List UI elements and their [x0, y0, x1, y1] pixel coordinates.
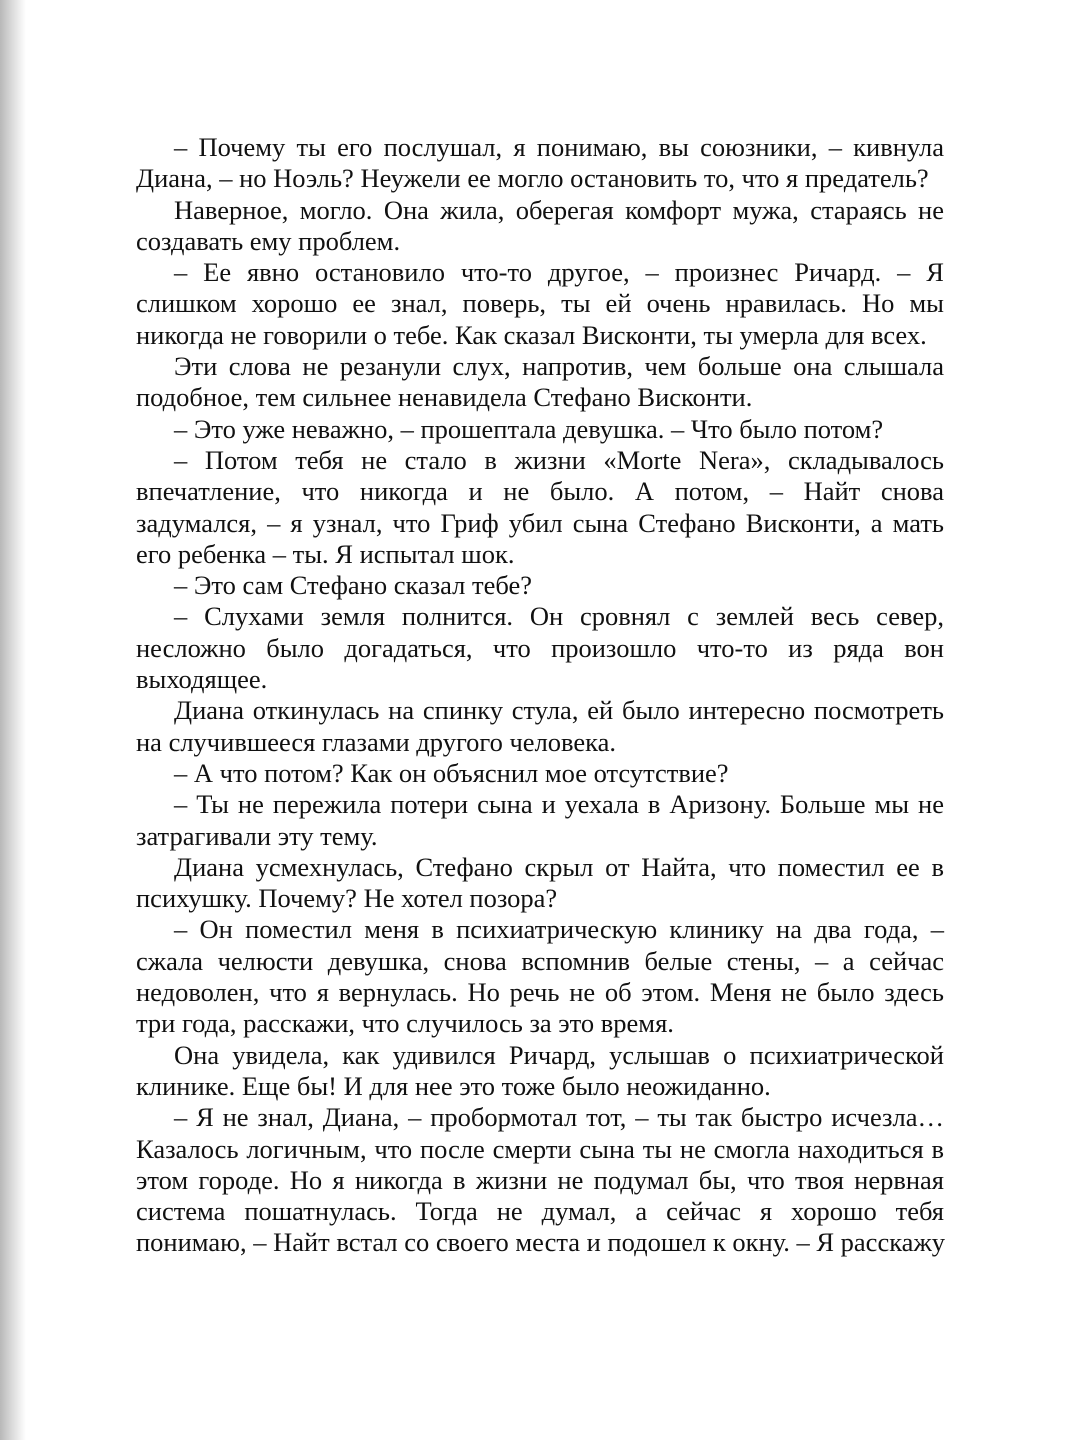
text-line: впечатление, что никогда и не было. А потом, – Найт снова: [136, 476, 944, 507]
text-line: сжала челюсти девушка, снова вспомнив белые стены, – а сейчас: [136, 945, 944, 976]
text-line: система пошатнулась. Тогда не думал, а сейчас я хорошо тебя: [136, 1196, 944, 1227]
text-line: – Это уже неважно, – прошептала девушка. – Что было потом?: [174, 413, 884, 444]
text-line: этом городе. Но я никогда в жизни не подумал бы, что твоя нервная: [136, 1164, 944, 1195]
text-line: – Ты не пережила потери сына и уехала в Аризону. Больше мы не: [174, 789, 944, 820]
text-line: несложно было догадаться, что произошло что-то из ряда вон: [136, 632, 944, 663]
text-line: Эти слова не резанули слух, напротив, чем больше она слышала: [174, 351, 944, 382]
text-line: – Ее явно остановило что-то другое, – произнес Ричард. – Я: [174, 257, 944, 288]
text-line: психушку. Почему? Не хотел позора?: [136, 883, 558, 914]
text-line: его ребенка – ты. Я испытал шок.: [136, 538, 515, 569]
text-line: – Это сам Стефано сказал тебе?: [174, 570, 533, 601]
text-line: Казалось логичным, что после смерти сына ты не смогла находиться в: [136, 1133, 944, 1164]
book-page-text: [136, 132, 944, 1259]
text-line: затрагивали эту тему.: [136, 820, 378, 851]
text-line: Диана, – но Ноэль? Неужели ее могло остановить то, что я предатель?: [136, 163, 929, 194]
text-line: три года, расскажи, что случилось за это время.: [136, 1008, 674, 1039]
text-line: клинике. Еще бы! И для нее это тоже было неожиданно.: [136, 1070, 771, 1101]
text-line: задумался, – я узнал, что Гриф убил сына Стефано Висконти, а мать: [136, 507, 944, 538]
text-line: – Он поместил меня в психиатрическую клинику на два года, –: [174, 914, 944, 945]
text-line: на случившееся глазами другого человека.: [136, 726, 617, 757]
text-line: подобное, тем сильнее ненавидела Стефано Висконти.: [136, 382, 753, 413]
page-edge-shadow: [0, 0, 26, 1440]
text-line: никогда не говорили о тебе. Как сказал Висконти, ты умерла для всех.: [136, 319, 927, 350]
text-line: – Я не знал, Диана, – пробормотал тот, – ты так быстро исчезла…: [174, 1102, 944, 1133]
text-line: создавать ему проблем.: [136, 225, 401, 256]
text-line: Она увидела, как удивился Ричард, услышав о психиатрической: [174, 1039, 944, 1070]
text-line: выходящее.: [136, 664, 268, 695]
text-line: Диана откинулась на спинку стула, ей было интересно посмотреть: [174, 695, 944, 726]
text-line: слишком хорошо ее знал, поверь, ты ей очень нравилась. Но мы: [136, 288, 944, 319]
text-line: понимаю, – Найт встал со своего места и подошел к окну. – Я расскажу: [136, 1227, 946, 1258]
text-line: – А что потом? Как он объяснил мое отсутствие?: [174, 757, 729, 788]
text-line: – Потом тебя не стало в жизни «Morte Nera», складывалось: [174, 444, 944, 475]
text-line: Диана усмехнулась, Стефано скрыл от Найта, что поместил ее в: [174, 851, 944, 882]
text-line: недоволен, что я вернулась. Но речь не об этом. Меня не было здесь: [136, 977, 944, 1008]
text-line: – Слухами земля полнится. Он сровнял с землей весь север,: [174, 601, 944, 632]
text-line: Наверное, могло. Она жила, оберегая комфорт мужа, стараясь не: [174, 194, 944, 225]
text-line: – Почему ты его послушал, я понимаю, вы союзники, – кивнула: [174, 132, 944, 162]
